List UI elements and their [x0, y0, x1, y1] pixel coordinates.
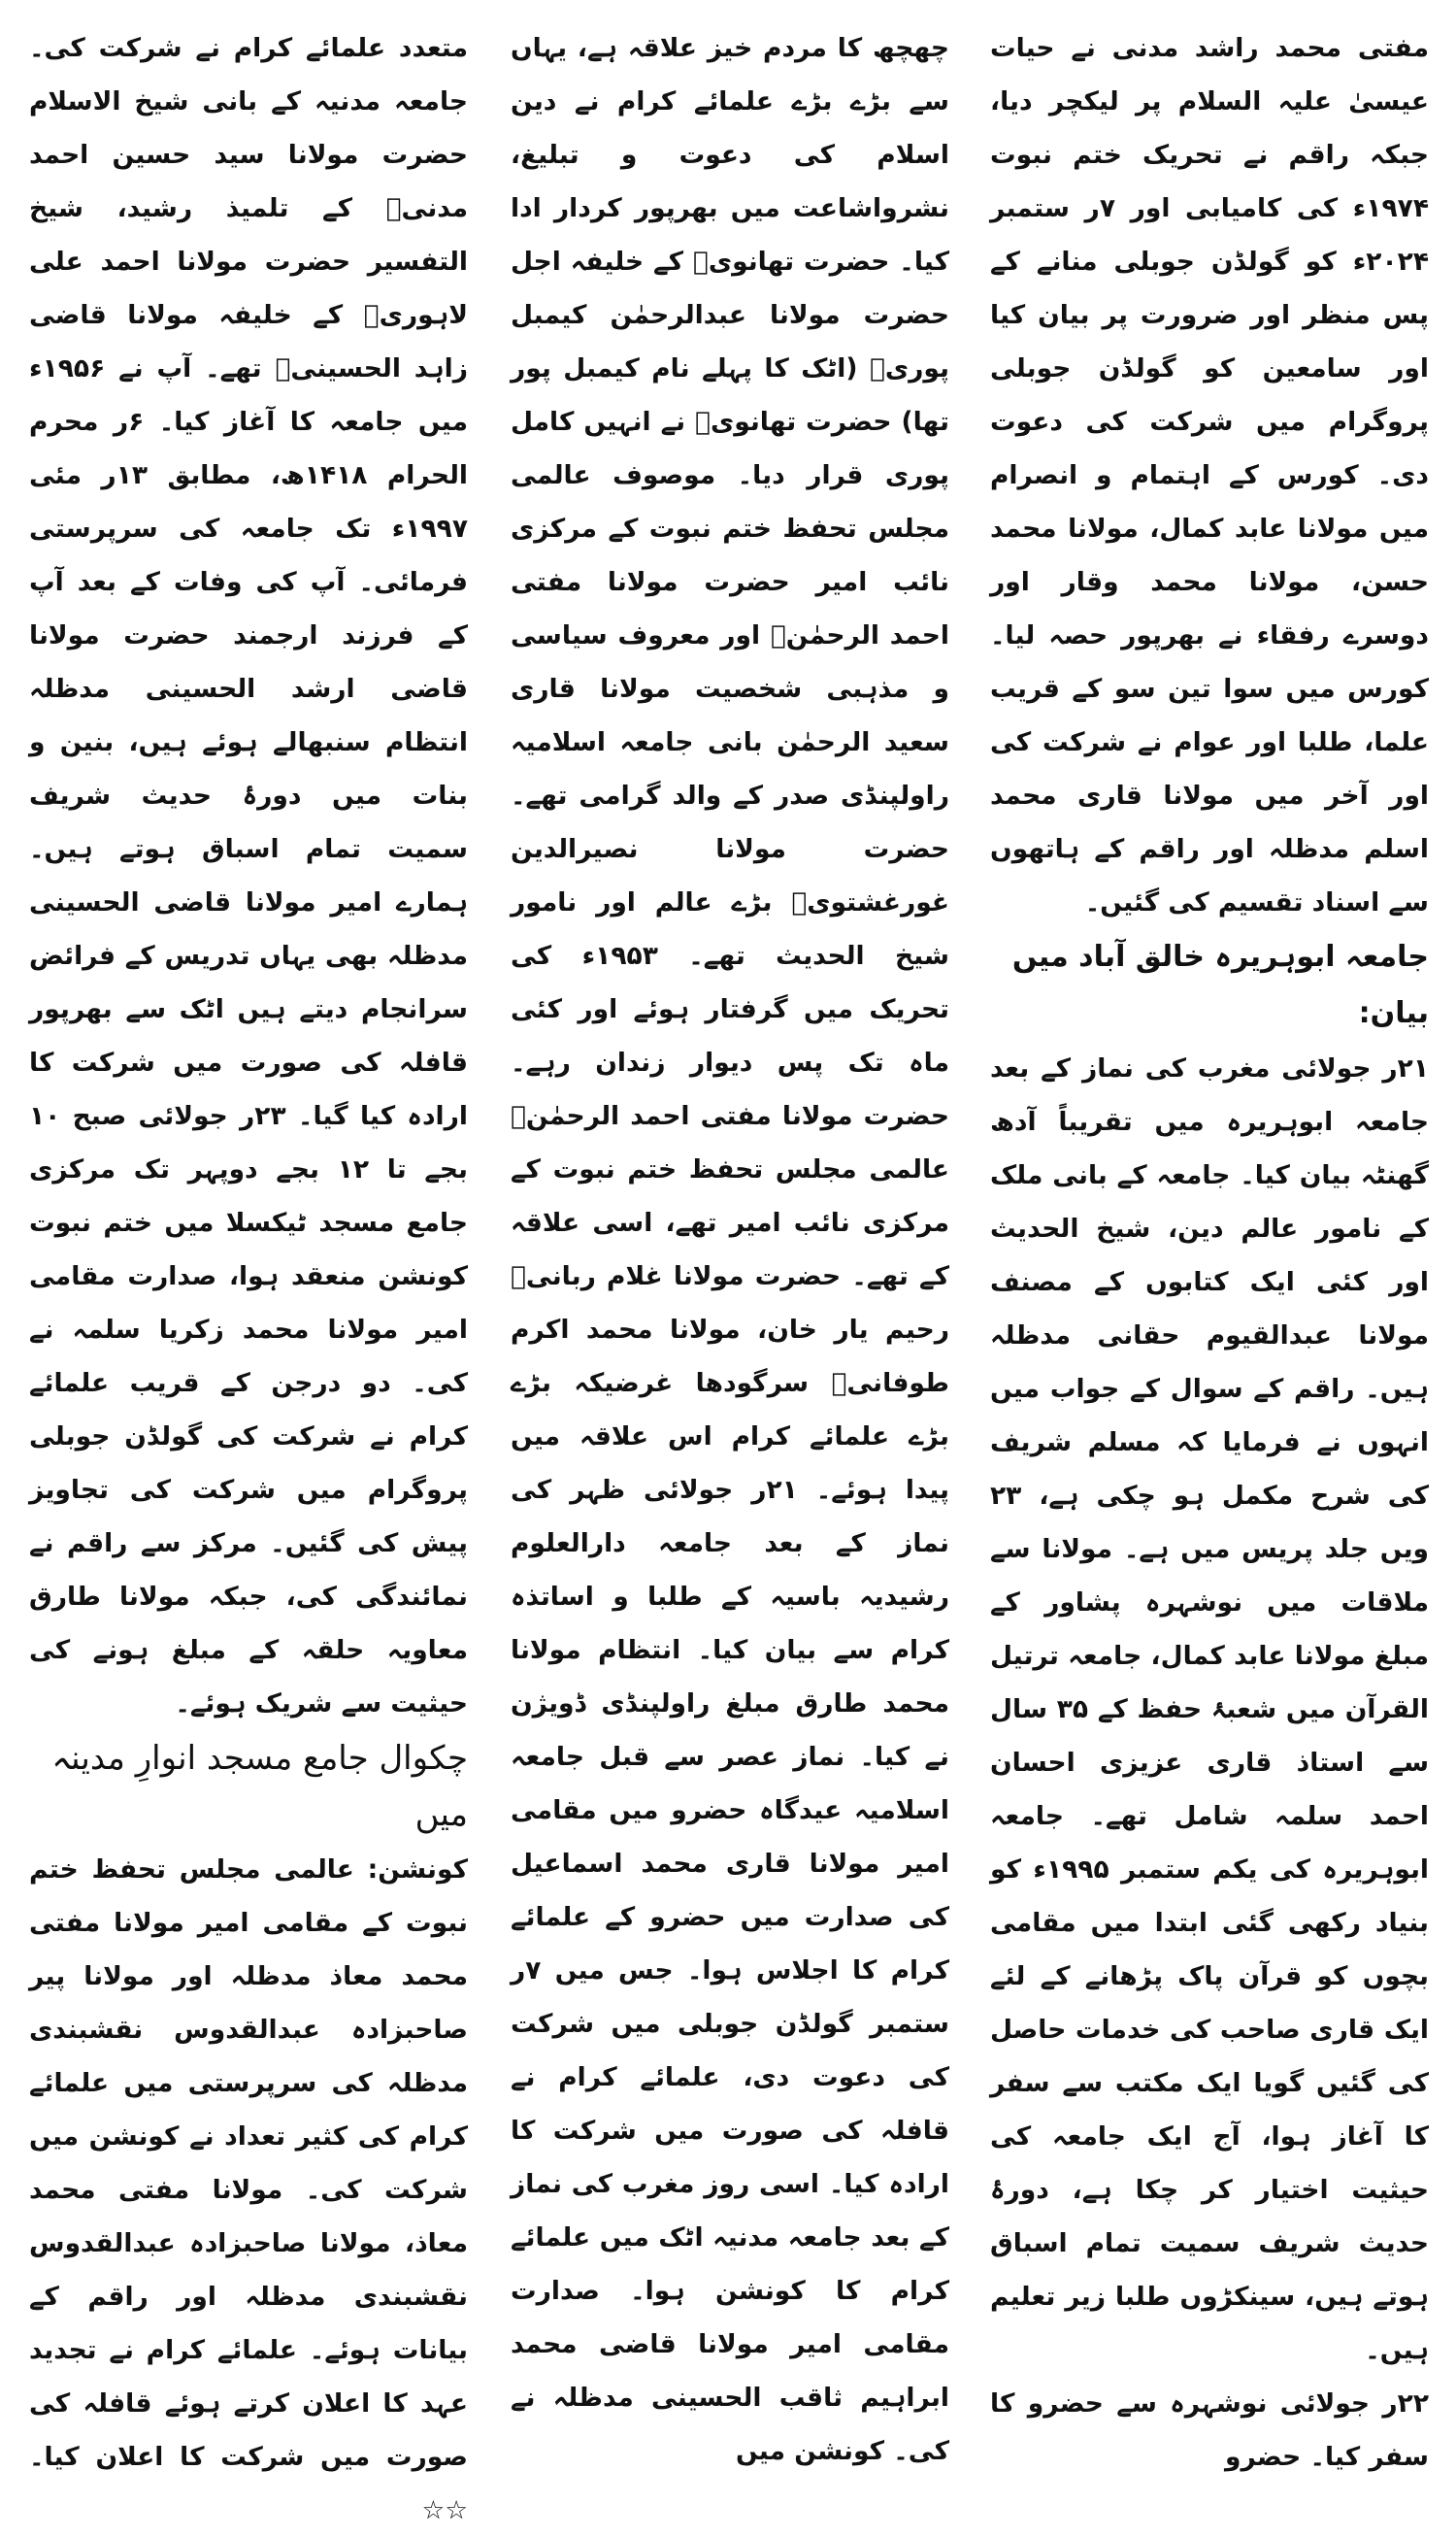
column-left: [29, 21, 468, 2525]
paragraph-text: عالمی مجلس تحفظ ختم نبوت کے مقامی امیر مولانا مفتی محمد معاذ مدظلہ اور مولانا پیر صاحبزادہ عبدالقدوس نقشبندی مدظلہ کی سرپرستی میں علمائے کرام کی کثیر تعداد نے کونشن میں شرکت کی۔ مولانا مفتی محمد معاذ، مولانا صاحبزادہ عبدالقدوس نقشبندی مدظلہ اور راقم کے بیانات ہوئے۔ علمائے کرام نے تجدید عہد کا اعلان کرتے ہوئے قافلہ کی صورت میں شرکت کا اعلان کیا۔: [29, 1854, 468, 2472]
paragraph: متعدد علمائے کرام نے شرکت کی۔ جامعہ مدنیہ کے بانی شیخ الاسلام حضرت مولانا سید حسین احمد مدنیؒ کے تلمیذ رشید، شیخ التفسیر حضرت مولانا احمد علی لاہوریؒ کے خلیفہ مولانا قاضی زاہد الحسینیؒ تھے۔ آپ نے ۱۹۵۶ء میں جامعہ کا آغاز کیا۔ ۶ر محرم الحرام ۱۴۱۸ھ، مطابق ۱۳ر مئی ۱۹۹۷ء تک جامعہ کی سرپرستی فرمائی۔ آپ کی وفات کے بعد آپ کے فرزند ارجمند حضرت مولانا قاضی ارشد الحسینی مدظلہ انتظام سنبھالے ہوئے ہیں، بنین و بنات میں دورۂ حدیث شریف سمیت تمام اسباق ہوتے ہیں۔ ہمارے امیر مولانا قاضی الحسینی مدظلہ بھی یہاں تدریس کے فرائض سرانجام دیتے ہیں اٹک سے بھرپور قافلہ کی صورت میں شرکت کا ارادہ کیا گیا۔ ۲۳ر جولائی صبح ۱۰ بجے تا ۱۲ بجے دوپہر تک مرکزی جامع مسجد ٹیکسلا میں ختم نبوت کونشن منعقد ہوا، صدارت مقامی امیر مولانا محمد زکریا سلمہ نے کی۔ دو درجن کے قریب علمائے کرام نے شرکت کی گولڈن جوبلی پروگرام میں شرکت کی تجاویز پیش کی گئیں۔ مرکز سے راقم نے نمائندگی کی، جبکہ مولانا طارق معاویہ حلقہ کے مبلغ ہونے کی حیثیت سے شریک ہوئے۔: [29, 33, 468, 1719]
paragraph: چھچھ کا مردم خیز علاقہ ہے، یہاں سے بڑے بڑے علمائے کرام نے دین اسلام کی دعوت و تبلیغ، نشرواشاعت میں بھرپور کردار ادا کیا۔ حضرت تھانویؒ کے خلیفہ اجل حضرت مولانا عبدالرحمٰن کیمبل پوریؒ (اٹک کا پہلے نام کیمبل پور تھا) حضرت تھانویؒ نے انہیں کامل پوری قرار دیا۔ موصوف عالمی مجلس تحفظ ختم نبوت کے مرکزی نائب امیر حضرت مولانا مفتی احمد الرحمٰنؒ اور معروف سیاسی و مذہبی شخصیت مولانا قاری سعید الرحمٰن بانی جامعہ اسلامیہ راولپنڈی صدر کے والد گرامی تھے۔ حضرت مولانا نصیرالدین غورغشتویؒ بڑے عالم اور نامور شیخ الحدیث تھے۔ ۱۹۵۳ء کی تحریک میں گرفتار ہوئے اور کئی ماہ تک پس دیوار زندان رہے۔ حضرت مولانا مفتی احمد الرحمٰنؒ عالمی مجلس تحفظ ختم نبوت کے مرکزی نائب امیر تھے، اسی علاقہ کے تھے۔ حضرت مولانا غلام ربانیؒ رحیم یار خان، مولانا محمد اکرم طوفانیؒ سرگودھا غرضیکہ بڑے بڑے علمائے کرام اس علاقہ میں پیدا ہوئے۔ ۲۱ر جولائی ظہر کی نماز کے بعد جامعہ دارالعلوم رشیدیہ باسیہ کے طلبا و اساتذہ کرام سے بیان کیا۔ انتظام مولانا محمد طارق مبلغ راولپنڈی ڈویژن نے کیا۔ نماز عصر سے قبل جامعہ اسلامیہ عیدگاہ حضرو میں مقامی امیر مولانا قاری محمد اسماعیل کی صدارت میں حضرو کے علمائے کرام کا اجلاس ہوا۔ جس میں ۷ر ستمبر گولڈن جوبلی میں شرکت کی دعوت دی، علمائے کرام نے قافلہ کی صورت میں شرکت کا ارادہ کیا۔ اسی روز مغرب کی نماز کے بعد جامعہ مدنیہ اٹک میں علمائے کرام کا کونشن ہوا۔ صدارت مقامی امیر مولانا قاضی محمد ابراہیم ثاقب الحسینی مدظلہ نے کی۔ کونشن میں: [511, 33, 949, 2466]
paragraph: ۲۲ر جولائی نوشہرہ سے حضرو کا سفر کیا۔ حضرو: [990, 2388, 1429, 2472]
section-heading: جامعہ ابوہریرہ خالق آباد میں بیان:: [1011, 940, 1429, 1030]
column-right: [990, 21, 1430, 2472]
section-heading: چکوال جامع مسجد انوارِ مدینہ میں: [51, 1739, 468, 1834]
paragraph: ۲۱ر جولائی مغرب کی نماز کے بعد جامعہ ابوہریرہ میں تقریباً آدھ گھنٹہ بیان کیا۔ جامعہ کے بانی ملک کے نامور عالم دین، شیخ الحدیث اور کئی ایک کتابوں کے مصنف مولانا عبدالقیوم حقانی مدظلہ ہیں۔ راقم کے سوال کے جواب میں انہوں نے فرمایا کہ مسلم شریف کی شرح مکمل ہو چکی ہے، ۲۳ ویں جلد پریس میں ہے۔ مولانا سے ملاقات میں نوشہرہ پشاور کے مبلغ مولانا عابد کمال، جامعہ ترتیل القرآن میں شعبۂ حفظ کے ۳۵ سال سے استاذ قاری عزیزی احسان احمد سلمہ شامل تھے۔ جامعہ ابوہریرہ کی یکم ستمبر ۱۹۹۵ء کو بنیاد رکھی گئی ابتدا میں مقامی بچوں کو قرآن پاک پڑھانے کے لئے ایک قاری صاحب کی خدمات حاصل کی گئیں گویا ایک مکتب سے سفر کا آغاز ہوا، آج ایک جامعہ کی حیثیت اختیار کر چکا ہے، دورۂ حدیث شریف سمیت تمام اسباق ہوتے ہیں، سینکڑوں طلبا زیر تعلیم ہیں۔: [990, 1053, 1430, 2365]
paragraph: [29, 1843, 468, 2537]
column-middle: [511, 21, 949, 2466]
end-mark: ☆☆: [421, 2495, 468, 2525]
section-heading-continuation: کونشن:: [367, 1854, 468, 1885]
paragraph: مفتی محمد راشد مدنی نے حیات عیسیٰ علیہ السلام پر لیکچر دیا، جبکہ راقم نے تحریک ختم نبوت ۱۹۷۴ء کی کامیابی اور ۷ر ستمبر ۲۰۲۴ء کو گولڈن جوبلی منانے کے پس منظر اور ضرورت پر بیان کیا اور سامعین کو گولڈن جوبلی پروگرام میں شرکت کی دعوت دی۔ کورس کے اہتمام و انصرام میں مولانا عابد کمال، مولانا محمد حسن، مولانا محمد وقار اور دوسرے رفقاء نے بھرپور حصہ لیا۔ کورس میں سوا تین سو کے قریب علما، طلبا اور عوام نے شرکت کی اور آخر میں مولانا قاری محمد اسلم مدظلہ اور راقم کے ہاتھوں سے اسناد تقسیم کی گئیں۔: [990, 33, 1429, 918]
